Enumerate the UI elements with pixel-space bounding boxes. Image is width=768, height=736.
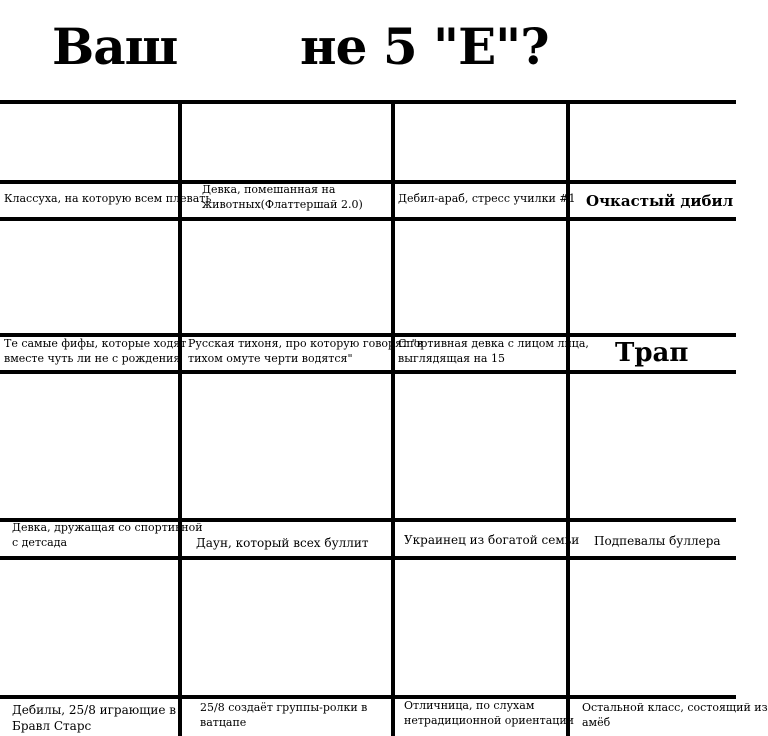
- grid-line-row1-label-bottom: [0, 217, 736, 221]
- cell-label: Очкастый дибил: [586, 192, 734, 210]
- cell-label: Девка, помешанная на животных(Флаттершай 2.0): [202, 183, 363, 211]
- cell-label: Остальной класс, состоящий из амёб: [582, 701, 768, 729]
- cell-label: Спортивная девка с лицом лица, выглядящая на 15: [398, 337, 589, 365]
- cell-label: Дебилы, 25/8 играющие в Бравл Старс: [12, 703, 177, 734]
- title-left: Ваш: [52, 17, 178, 76]
- cell-label: Русская тихоня, про которую говорят "в тихом омуте черти водятся": [188, 337, 423, 365]
- title-right: не 5 "Е"?: [300, 17, 549, 76]
- grid-line-top: [0, 100, 736, 104]
- cell-label: 25/8 создаёт группы-ролки в ватцапе: [200, 701, 368, 729]
- cell-label: Девка, дружащая со спортивной с детсада: [12, 521, 203, 549]
- cell-label: Украинец из богатой семьи: [404, 533, 580, 547]
- cell-label: Подпевалы буллера: [594, 534, 721, 548]
- cell-label: Даун, который всех буллит: [196, 536, 369, 550]
- cell-label: Трап: [615, 338, 689, 368]
- cell-label: Классуха, на которую всем плевать: [4, 192, 212, 205]
- grid-line-col2: [391, 100, 395, 736]
- cell-label: Дебил-араб, стресс училки #1: [398, 192, 576, 205]
- grid-line-row3-label-bottom: [0, 556, 736, 560]
- grid-line-row4-label-top: [0, 695, 736, 699]
- grid-line-row1-label-top: [0, 180, 736, 184]
- cell-label: Те самые фифы, которые ходят вместе чуть ли не с рождения: [4, 337, 187, 365]
- cell-label: Отличница, по слухам нетрадиционной ориентации: [404, 699, 574, 727]
